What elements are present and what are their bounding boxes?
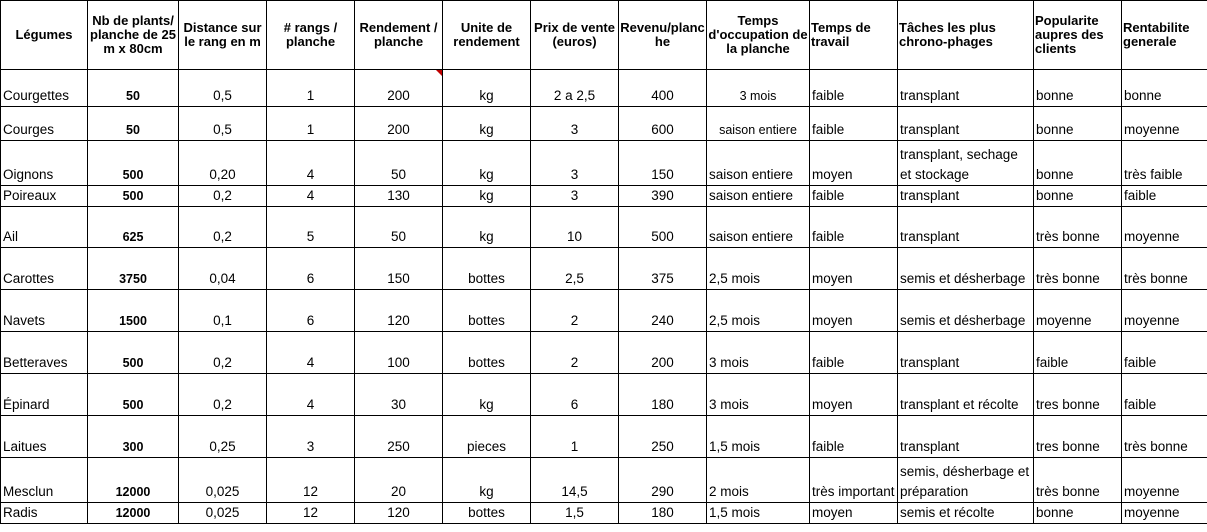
table-cell: Épinard xyxy=(1,374,88,416)
header-cell: Temps de travail xyxy=(810,1,898,70)
header-row xyxy=(1,1,1207,70)
header-cell: Revenu/planche xyxy=(619,1,707,70)
table-cell: faible xyxy=(1034,332,1122,374)
table-cell: moyenne xyxy=(1034,290,1122,332)
table-cell: 0,2 xyxy=(179,186,267,207)
table-cell: 120 xyxy=(355,290,443,332)
table-cell: très bonne xyxy=(1034,458,1122,503)
table-cell: moyen xyxy=(810,374,898,416)
table-cell: 50 xyxy=(355,207,443,248)
table-cell: kg xyxy=(443,207,531,248)
table-cell: faible xyxy=(810,207,898,248)
table-cell: Poireaux xyxy=(1,186,88,207)
header-cell: Nb de plants/planche de 25m x 80cm xyxy=(88,1,179,70)
table-cell: 250 xyxy=(619,416,707,458)
table-cell: 200 xyxy=(355,70,443,107)
table-cell: 1 xyxy=(531,416,619,458)
table-cell: Navets xyxy=(1,290,88,332)
table-cell: semis et désherbage xyxy=(898,290,1034,332)
header-cell: Temps d'occupation de la planche xyxy=(707,1,810,70)
table-cell: Ail xyxy=(1,207,88,248)
table-cell: faible xyxy=(810,70,898,107)
table-cell: transplant xyxy=(898,186,1034,207)
table-cell: 0,2 xyxy=(179,374,267,416)
table-cell: 250 xyxy=(355,416,443,458)
table-cell: bonne xyxy=(1034,141,1122,186)
table-row xyxy=(1,290,1207,332)
table-cell: saison entiere xyxy=(707,107,810,141)
table-cell: 0,1 xyxy=(179,290,267,332)
table-cell: 500 xyxy=(88,141,179,186)
table-row xyxy=(1,186,1207,207)
table-cell: très faible xyxy=(1122,141,1207,186)
header-cell: Prix de vente (euros) xyxy=(531,1,619,70)
table-cell: kg xyxy=(443,458,531,503)
table-cell: 240 xyxy=(619,290,707,332)
table-cell: 0,5 xyxy=(179,107,267,141)
table-cell: faible xyxy=(810,186,898,207)
table-cell: 3 xyxy=(531,107,619,141)
table-cell: 0,025 xyxy=(179,503,267,524)
table-cell: saison entiere xyxy=(707,141,810,186)
table-cell: moyen xyxy=(810,248,898,290)
table-cell: très bonne xyxy=(1034,248,1122,290)
table-cell: 0,04 xyxy=(179,248,267,290)
table-cell: 12000 xyxy=(88,458,179,503)
header-cell: Unite de rendement xyxy=(443,1,531,70)
table-cell: 12 xyxy=(267,503,355,524)
table-cell: moyenne xyxy=(1122,503,1207,524)
table-cell: 6 xyxy=(267,248,355,290)
table-cell: saison entiere xyxy=(707,186,810,207)
table-cell: pieces xyxy=(443,416,531,458)
table-cell: faible xyxy=(810,332,898,374)
table-cell: 1 xyxy=(267,107,355,141)
table-cell: Courgettes xyxy=(1,70,88,107)
table-cell: tres bonne xyxy=(1034,374,1122,416)
table-cell: bottes xyxy=(443,290,531,332)
table-cell: kg xyxy=(443,186,531,207)
table-row xyxy=(1,332,1207,374)
table-cell: 20 xyxy=(355,458,443,503)
table-cell: 400 xyxy=(619,70,707,107)
table-cell: 390 xyxy=(619,186,707,207)
header-cell: Légumes xyxy=(1,1,88,70)
table-cell: 0,20 xyxy=(179,141,267,186)
table-cell: 200 xyxy=(619,332,707,374)
table-cell: 6 xyxy=(531,374,619,416)
table-cell: kg xyxy=(443,374,531,416)
table-cell: Laitues xyxy=(1,416,88,458)
table-cell: 2 xyxy=(531,290,619,332)
table-cell: faible xyxy=(1122,332,1207,374)
header-cell: # rangs / planche xyxy=(267,1,355,70)
table-cell: moyenne xyxy=(1122,207,1207,248)
table-cell: 50 xyxy=(355,141,443,186)
table-cell: kg xyxy=(443,141,531,186)
table-cell: 6 xyxy=(267,290,355,332)
table-cell: 10 xyxy=(531,207,619,248)
table-cell: moyenne xyxy=(1122,290,1207,332)
table-row xyxy=(1,503,1207,524)
table-row xyxy=(1,141,1207,186)
table-cell: kg xyxy=(443,70,531,107)
table-cell: Courges xyxy=(1,107,88,141)
table-cell: 150 xyxy=(355,248,443,290)
table-cell: 3 xyxy=(267,416,355,458)
table-cell: bottes xyxy=(443,332,531,374)
table-cell: 2,5 xyxy=(531,248,619,290)
table-cell: 300 xyxy=(88,416,179,458)
table-cell: moyen xyxy=(810,503,898,524)
table-cell: transplant xyxy=(898,70,1034,107)
table-row xyxy=(1,207,1207,248)
header-cell: Popularite aupres des clients xyxy=(1034,1,1122,70)
table-cell: 500 xyxy=(88,186,179,207)
table-cell: moyenne xyxy=(1122,458,1207,503)
table-cell: 14,5 xyxy=(531,458,619,503)
table-cell: saison entiere xyxy=(707,207,810,248)
table-cell: très bonne xyxy=(1122,416,1207,458)
table-cell: moyenne xyxy=(1122,107,1207,141)
table-cell: Mesclun xyxy=(1,458,88,503)
table-cell: 5 xyxy=(267,207,355,248)
header-cell: Distance sur le rang en m xyxy=(179,1,267,70)
table-cell: très bonne xyxy=(1034,207,1122,248)
comment-indicator xyxy=(436,70,442,76)
table-cell: 150 xyxy=(619,141,707,186)
table-cell: 30 xyxy=(355,374,443,416)
table-cell: Betteraves xyxy=(1,332,88,374)
table-cell: 50 xyxy=(88,107,179,141)
table-cell: 375 xyxy=(619,248,707,290)
table-cell: 3 mois xyxy=(707,70,810,107)
table-row xyxy=(1,107,1207,141)
table-cell: 200 xyxy=(355,107,443,141)
table-cell: 1,5 xyxy=(531,503,619,524)
table-cell: transplant xyxy=(898,416,1034,458)
table-cell: bottes xyxy=(443,503,531,524)
table-cell: 2 a 2,5 xyxy=(531,70,619,107)
table-cell: transplant xyxy=(898,107,1034,141)
header-cell: Rentabilite generale xyxy=(1122,1,1207,70)
table-cell: 1,5 mois xyxy=(707,503,810,524)
table-cell: semis, désherbage et préparation xyxy=(898,458,1034,503)
table-cell: 12000 xyxy=(88,503,179,524)
table-cell: 500 xyxy=(88,374,179,416)
table-cell: 1 xyxy=(267,70,355,107)
table-row xyxy=(1,416,1207,458)
table-cell: transplant xyxy=(898,207,1034,248)
table-cell: 600 xyxy=(619,107,707,141)
table-cell: 3750 xyxy=(88,248,179,290)
table-cell: 12 xyxy=(267,458,355,503)
table-cell: moyen xyxy=(810,290,898,332)
table-cell: très important xyxy=(810,458,898,503)
table-cell: 4 xyxy=(267,332,355,374)
table-cell: bonne xyxy=(1034,70,1122,107)
table-cell: 50 xyxy=(88,70,179,107)
table-cell: 500 xyxy=(619,207,707,248)
table-row xyxy=(1,374,1207,416)
table-cell: 1500 xyxy=(88,290,179,332)
table-cell: faible xyxy=(1122,374,1207,416)
table-cell: 3 xyxy=(531,141,619,186)
table-cell: 3 mois xyxy=(707,374,810,416)
table-cell: 0,2 xyxy=(179,207,267,248)
table-cell: Carottes xyxy=(1,248,88,290)
table-cell: 0,2 xyxy=(179,332,267,374)
table-cell: transplant et récolte xyxy=(898,374,1034,416)
table-cell: 4 xyxy=(267,374,355,416)
table-cell: bonne xyxy=(1034,186,1122,207)
table-cell: 2,5 mois xyxy=(707,248,810,290)
table-cell: 2 mois xyxy=(707,458,810,503)
header-cell: Rendement / planche xyxy=(355,1,443,70)
header-cell: Tâches les plus chrono-phages xyxy=(898,1,1034,70)
table-cell: 1,5 mois xyxy=(707,416,810,458)
table-cell: kg xyxy=(443,107,531,141)
table-cell: transplant, sechage et stockage xyxy=(898,141,1034,186)
table-cell: 0,025 xyxy=(179,458,267,503)
table-cell: bonne xyxy=(1122,70,1207,107)
table-cell: 180 xyxy=(619,503,707,524)
table-cell: 130 xyxy=(355,186,443,207)
table-row xyxy=(1,248,1207,290)
table-cell: 3 mois xyxy=(707,332,810,374)
table-cell: transplant xyxy=(898,332,1034,374)
table-cell: 3 xyxy=(531,186,619,207)
table-cell: 500 xyxy=(88,332,179,374)
table-cell: faible xyxy=(810,107,898,141)
table-cell: 100 xyxy=(355,332,443,374)
table-cell: semis et récolte xyxy=(898,503,1034,524)
table-cell: bottes xyxy=(443,248,531,290)
table-cell: faible xyxy=(1122,186,1207,207)
table-cell: 180 xyxy=(619,374,707,416)
table-cell: Oignons xyxy=(1,141,88,186)
table-cell: Radis xyxy=(1,503,88,524)
table-cell: 0,25 xyxy=(179,416,267,458)
table-cell: bonne xyxy=(1034,503,1122,524)
table-cell: 2 xyxy=(531,332,619,374)
table-cell: moyen xyxy=(810,141,898,186)
table-cell: 0,5 xyxy=(179,70,267,107)
table-cell: très bonne xyxy=(1122,248,1207,290)
table-cell: semis et désherbage xyxy=(898,248,1034,290)
table-row xyxy=(1,458,1207,503)
table-cell: 2,5 mois xyxy=(707,290,810,332)
table-cell: 4 xyxy=(267,186,355,207)
table-cell: 120 xyxy=(355,503,443,524)
table-row xyxy=(1,70,1207,107)
table-cell: faible xyxy=(810,416,898,458)
table-cell: bonne xyxy=(1034,107,1122,141)
table-cell: 625 xyxy=(88,207,179,248)
table-cell: 290 xyxy=(619,458,707,503)
table-cell: tres bonne xyxy=(1034,416,1122,458)
table-cell: 4 xyxy=(267,141,355,186)
